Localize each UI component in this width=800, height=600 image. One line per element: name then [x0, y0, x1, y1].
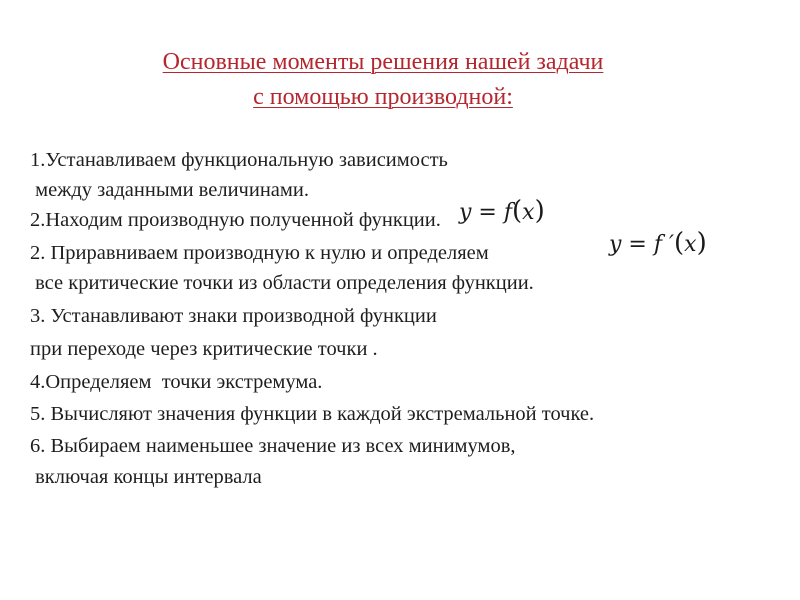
function-formula	[445, 169, 545, 227]
slide-title-line-2: с помощью производной:	[253, 84, 513, 110]
derivative-open-paren: (	[674, 228, 685, 258]
step-2b-line-1: 2. Приравниваем производную к нулю и определяем	[30, 242, 489, 264]
derivative-f-prime: f ′	[653, 232, 674, 257]
formula-equals: =	[471, 200, 504, 225]
derivative-formula	[595, 201, 707, 259]
derivative-close-paren: )	[696, 228, 707, 258]
step-3-line-2: при переходе через критические точки .	[30, 338, 378, 360]
derivative-equals: =	[621, 232, 654, 257]
formula-y: y	[459, 200, 472, 225]
formula-x: x	[522, 200, 535, 225]
step-6-line-2: включая концы интервала	[30, 466, 262, 488]
step-1-line-1: 1.Устанавливаем функциональную зависимость	[30, 149, 448, 171]
step-5: 5. Вычисляют значения функции в каждой экстремальной точке.	[30, 403, 595, 425]
formula-open-paren: (	[512, 196, 523, 226]
step-2b-line-2: все критические точки из области определения функции.	[30, 272, 534, 294]
step-3-line-1: 3. Устанавливают знаки производной функции	[30, 305, 437, 327]
step-1-line-2: между заданными величинами.	[30, 179, 309, 201]
formula-close-paren: )	[534, 196, 545, 226]
formula-f: f	[503, 200, 513, 225]
step-2: 2.Находим производную полученной функции.	[30, 209, 441, 231]
step-4: 4.Определяем точки экстремума.	[30, 371, 323, 393]
slide-title-line-1: Основные моменты решения нашей задачи	[162, 49, 604, 75]
step-6-line-1: 6. Выбираем наименьшее значение из всех минимумов,	[30, 435, 516, 457]
derivative-y: y	[609, 232, 622, 257]
derivative-x: x	[684, 232, 697, 257]
